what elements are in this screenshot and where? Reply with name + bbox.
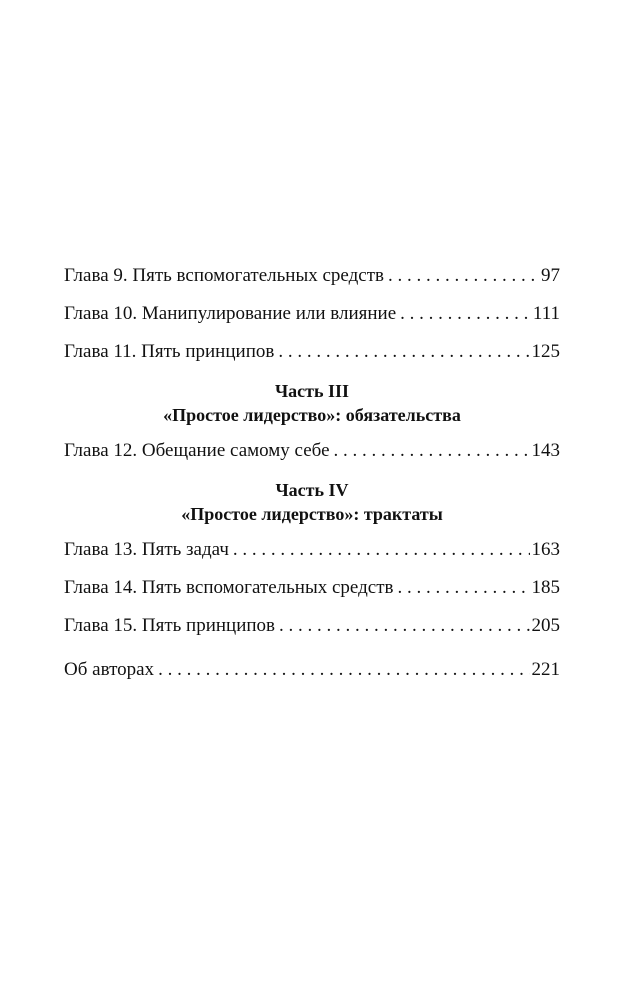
toc-entry-page: 111 [532,303,560,324]
toc-entry-title: Об авторах [64,659,155,680]
toc-entry-page: 97 [541,265,560,286]
toc-entry-chapter-11[interactable] [64,341,560,363]
table-of-contents [64,265,560,697]
dot-leader [279,615,529,637]
toc-entry-page: 143 [531,440,560,461]
toc-entry-page: 185 [531,577,560,598]
toc-entry-authors[interactable] [64,659,560,681]
dot-leader [233,539,530,561]
toc-entry-page: 125 [531,341,560,362]
toc-entry-chapter-14[interactable] [64,577,560,599]
part-3-heading: Часть III [274,381,350,401]
toc-entry-title: Глава 12. Обещание самому себе [64,440,330,461]
dot-leader [278,341,529,363]
toc-entry-page: 163 [531,539,560,560]
dot-leader [158,659,529,681]
toc-entry-title: Глава 10. Манипулирование или влияние [64,303,397,324]
toc-entry-chapter-15[interactable] [64,615,560,637]
part-4-subtitle: «Простое лидерство»: трактаты [181,504,443,524]
toc-entry-chapter-12[interactable] [64,440,560,462]
toc-entry-title: Глава 13. Пять задач [64,539,229,560]
toc-entry-title: Глава 9. Пять вспомогательных средств [64,265,384,286]
dot-leader [388,265,539,287]
toc-entry-page: 221 [531,659,560,680]
dot-leader [334,440,530,462]
dot-leader [400,303,531,325]
toc-entry-title: Глава 14. Пять вспомогательных средств [64,577,394,598]
part-4-heading: Часть IV [275,480,349,500]
toc-entry-title: Глава 11. Пять принципов [64,341,275,362]
toc-entry-page: 205 [531,615,560,636]
toc-entry-title: Глава 15. Пять принципов [64,615,276,636]
toc-entry-chapter-13[interactable] [64,539,560,561]
toc-entry-chapter-9[interactable] [64,265,560,287]
toc-entry-chapter-10[interactable] [64,303,560,325]
part-3-subtitle: «Простое лидерство»: обязательства [163,405,461,425]
dot-leader [397,577,529,599]
